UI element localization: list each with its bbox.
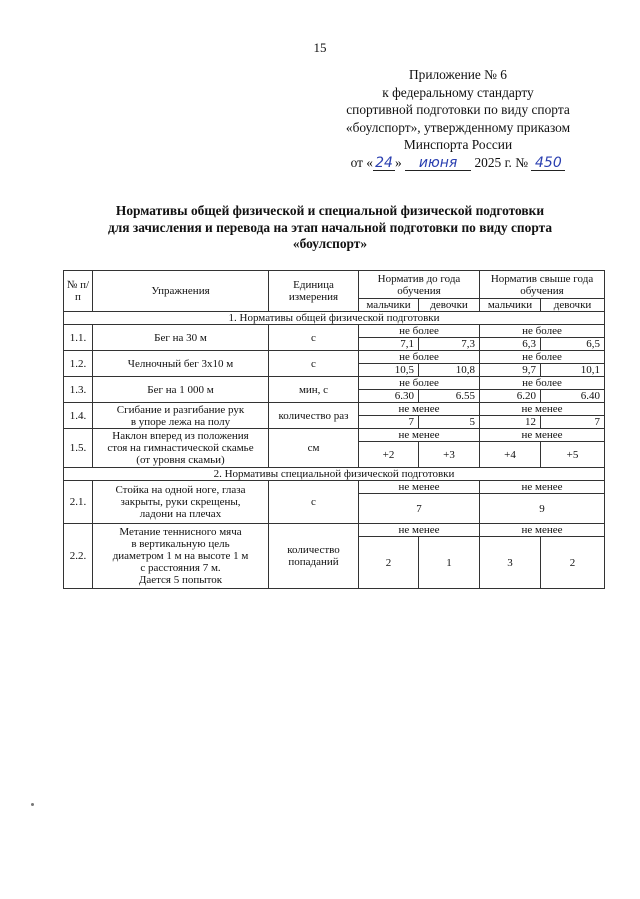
value-cell: 10,1 <box>541 364 605 377</box>
table-row <box>64 481 605 494</box>
header-norm-after-year: Норматив свыше года обучения <box>480 271 605 299</box>
exercise-line: с расстояния 7 м. <box>140 562 221 574</box>
condition-cell: не более <box>359 377 480 390</box>
value-cell: 6,3 <box>480 338 541 351</box>
row-unit <box>269 524 359 589</box>
table-row <box>64 325 605 338</box>
appendix-line: спортивной подготовки по виду спорта <box>346 102 570 118</box>
row-exercise: Челночный бег 3х10 м <box>93 351 269 377</box>
condition-cell: не более <box>480 377 605 390</box>
handwritten-month: июня <box>405 157 471 171</box>
exercise-line: ладони на плечах <box>139 508 222 520</box>
condition-cell: не более <box>480 351 605 364</box>
value-cell: 7 <box>359 416 419 429</box>
exercise-line: Стойка на одной ноге, глаза <box>115 484 246 496</box>
value-cell: 7 <box>541 416 605 429</box>
row-num: 1.5. <box>64 429 93 468</box>
value-cell: 10,8 <box>419 364 480 377</box>
exercise-line: в вертикальную цель <box>131 538 230 550</box>
row-num: 1.4. <box>64 403 93 429</box>
header-girls: девочки <box>541 299 605 312</box>
document-title <box>40 203 620 253</box>
row-num: 2.1. <box>64 481 93 524</box>
condition-cell: не менее <box>480 403 605 416</box>
table-row <box>64 377 605 390</box>
value-cell: 6,5 <box>541 338 605 351</box>
exercise-line: диаметром 1 м на высоте 1 м <box>112 550 249 562</box>
exercise-line: Наклон вперед из положения <box>112 430 249 442</box>
title-line: для зачисления и перевода на этап начальной подготовки по виду спорта <box>107 219 553 235</box>
year-text: 2025 г. № <box>474 154 529 170</box>
order-date-line <box>308 154 608 172</box>
exercise-line: закрыты, руки скрещены, <box>120 496 241 508</box>
appendix-line: Минспорта России <box>403 137 513 153</box>
condition-cell: не более <box>480 325 605 338</box>
value-cell: 7 <box>359 494 480 524</box>
row-unit: с <box>269 351 359 377</box>
value-cell: 10,5 <box>359 364 419 377</box>
appendix-line: Приложение № 6 <box>408 67 508 82</box>
exercise-line: Сгибание и разгибание рук <box>116 403 245 416</box>
row-unit: мин, с <box>269 377 359 403</box>
page-number: 15 <box>313 40 327 55</box>
row-exercise: Бег на 1 000 м <box>93 377 269 403</box>
header-exercise: Упражнения <box>93 271 269 312</box>
condition-cell: не более <box>359 351 480 364</box>
value-cell: 1 <box>419 537 480 589</box>
scan-speck <box>31 803 34 806</box>
appendix-header <box>308 66 608 172</box>
appendix-line: к федеральному стандарту <box>382 84 534 100</box>
table-row <box>64 524 605 537</box>
row-unit: количество раз <box>269 403 359 429</box>
row-exercise <box>93 429 269 468</box>
table-header-row <box>64 271 605 299</box>
header-unit: Единица измерения <box>269 271 359 312</box>
header-num: № п/п <box>64 271 93 312</box>
value-cell: 6.55 <box>419 390 480 403</box>
row-unit: с <box>269 325 359 351</box>
date-prefix: от « <box>350 154 374 170</box>
section-title: 2. Нормативы специальной физической подготовки <box>64 468 605 481</box>
row-exercise <box>93 481 269 524</box>
condition-cell: не менее <box>480 429 605 442</box>
table-row <box>64 429 605 442</box>
row-unit: с <box>269 481 359 524</box>
row-exercise <box>93 403 269 429</box>
title-line: «боулспорт» <box>292 236 368 251</box>
condition-cell: не менее <box>359 403 480 416</box>
section-title: 1. Нормативы общей физической подготовки <box>64 312 605 325</box>
condition-cell: не менее <box>359 481 480 494</box>
title-line: Нормативы общей физической и специальной физической подготовки <box>115 203 545 218</box>
condition-cell: не более <box>359 325 480 338</box>
value-cell: 6.20 <box>480 390 541 403</box>
exercise-line: Метание теннисного мяча <box>119 526 242 538</box>
condition-cell: не менее <box>359 524 480 537</box>
row-unit: см <box>269 429 359 468</box>
exercise-line: стоя на гимнастической скамье <box>107 442 254 454</box>
table-row <box>64 403 605 416</box>
value-cell: 2 <box>541 537 605 589</box>
value-cell: +5 <box>541 442 605 468</box>
value-cell: 7,1 <box>359 338 419 351</box>
header-norm-first-year: Норматив до года обучения <box>359 271 480 299</box>
unit-line: количество <box>287 544 340 556</box>
section-row <box>64 468 605 481</box>
value-cell: +2 <box>359 442 419 468</box>
row-exercise: Бег на 30 м <box>93 325 269 351</box>
date-close: » <box>395 154 402 170</box>
row-num: 2.2. <box>64 524 93 589</box>
value-cell: +4 <box>480 442 541 468</box>
value-cell: 3 <box>480 537 541 589</box>
condition-cell: не менее <box>480 481 605 494</box>
value-cell: 12 <box>480 416 541 429</box>
row-num: 1.3. <box>64 377 93 403</box>
value-cell: 5 <box>419 416 480 429</box>
value-cell: +3 <box>419 442 480 468</box>
condition-cell: не менее <box>480 524 605 537</box>
value-cell: 6.30 <box>359 390 419 403</box>
exercise-line: Дается 5 попыток <box>138 574 223 586</box>
row-num: 1.2. <box>64 351 93 377</box>
handwritten-number: 450 <box>531 157 565 171</box>
header-boys: мальчики <box>359 299 419 312</box>
value-cell: 9 <box>480 494 605 524</box>
header-boys: мальчики <box>480 299 541 312</box>
value-cell: 2 <box>359 537 419 589</box>
header-girls: девочки <box>419 299 480 312</box>
handwritten-day: 24 <box>373 157 395 171</box>
section-row <box>64 312 605 325</box>
condition-cell: не менее <box>359 429 480 442</box>
exercise-line: в упоре лежа на полу <box>130 415 231 428</box>
value-cell: 9,7 <box>480 364 541 377</box>
norms-table <box>63 270 605 589</box>
row-exercise <box>93 524 269 589</box>
value-cell: 7,3 <box>419 338 480 351</box>
value-cell: 6.40 <box>541 390 605 403</box>
unit-line: попаданий <box>288 556 339 568</box>
exercise-line: (от уровня скамьи) <box>136 454 225 466</box>
row-num: 1.1. <box>64 325 93 351</box>
table-row <box>64 351 605 364</box>
appendix-line: «боулспорт», утвержденному приказом <box>345 119 571 135</box>
